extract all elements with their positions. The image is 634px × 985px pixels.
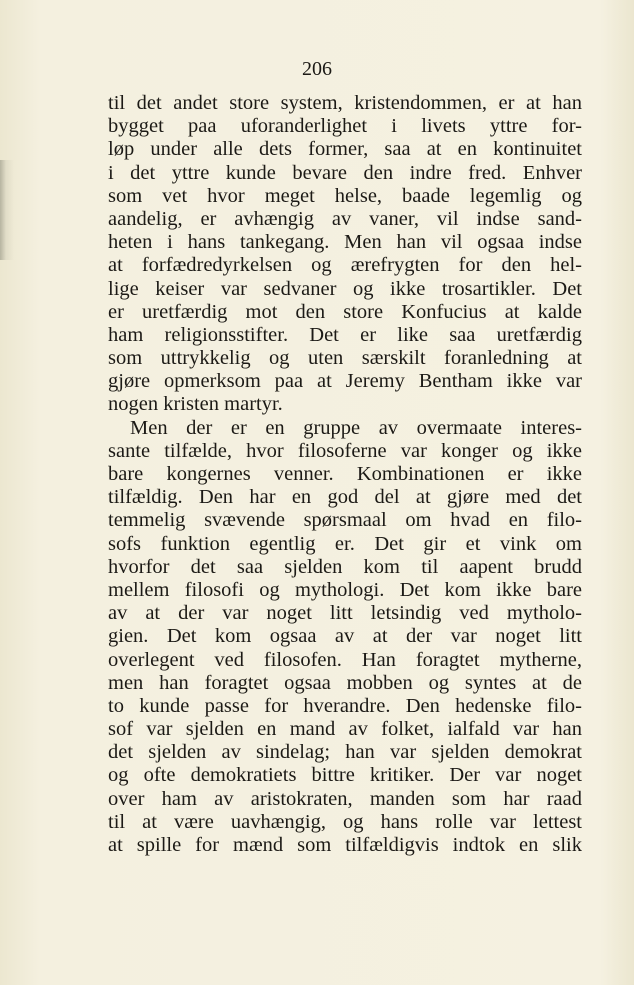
text-line: ham religionsstifter. Det er like saa uretfærdig: [108, 323, 582, 346]
text-line: bygget paa uforanderlighet i livets yttre for-: [108, 115, 582, 138]
text-line: av at der var noget litt letsindig ved mytholo-: [108, 602, 582, 625]
text-line: hvorfor det saa sjelden kom til aapent brudd: [108, 555, 582, 578]
text-line: gien. Det kom ogsaa av at der var noget litt: [108, 625, 582, 648]
text-line: til at være uavhængig, og hans rolle var lettest: [108, 810, 582, 833]
text-line: gjøre opmerksom paa at Jeremy Bentham ikke var: [108, 370, 582, 393]
text-line: aandelig, er avhængig av vaner, vil indse sand-: [108, 207, 582, 230]
text-line: og ofte demokratiets bittre kritiker. Der var noget: [108, 764, 582, 787]
binding-edge-shadow: [0, 160, 14, 260]
text-line: som uttrykkelig og uten særskilt foranledning at: [108, 347, 582, 370]
text-line: temmelig svævende spørsmaal om hvad en filo-: [108, 509, 582, 532]
paragraph: [108, 92, 582, 417]
text-line: til det andet store system, kristendommen, er at han: [108, 92, 582, 114]
text-line: at spille for mænd som tilfældigvis indtok en slik: [108, 834, 582, 856]
text-line: heten i hans tankegang. Men han vil ogsaa indse: [108, 231, 582, 254]
text-line: bare kongernes venner. Kombinationen er ikke: [108, 463, 582, 485]
text-line: er uretfærdig mot den store Konfucius at kalde: [108, 300, 582, 323]
text-line: det sjelden av sindelag; han var sjelden demokrat: [108, 741, 582, 764]
text-line: Men der er en gruppe av overmaate interes-: [130, 416, 582, 439]
text-line: nogen kristen martyr.: [108, 393, 283, 416]
text-line: sofs funktion egentlig er. Det gir et vink om: [108, 532, 582, 555]
text-line: men han foragtet ogsaa mobben og syntes at de: [108, 671, 582, 694]
text-line: over ham av aristokraten, manden som har raad: [108, 787, 582, 810]
text-line: sante tilfælde, hvor filosoferne var konger og ikke: [108, 439, 582, 462]
text-line: to kunde passe for hverandre. Den hedenske filo-: [108, 694, 582, 717]
text-line: i det yttre kunde bevare den indre fred. Enhver: [108, 161, 582, 184]
text-line: lige keiser var sedvaner og ikke trosartikler. Det: [108, 277, 582, 300]
paragraph: [108, 417, 582, 858]
text-line: løp under alle dets former, saa at en kontinuitet: [108, 138, 582, 161]
page-number: 206: [302, 58, 332, 80]
text-line: overlegent ved filosofen. Han foragtet mytherne,: [108, 648, 582, 671]
text-line: mellem filosofi og mythologi. Det kom ikke bare: [108, 578, 582, 601]
text-line: at forfædredyrkelsen og ærefrygten for den hel-: [108, 254, 582, 277]
body-text: [108, 92, 582, 857]
text-line: sof var sjelden en mand av folket, ialfald var han: [108, 718, 582, 741]
text-line: som vet hvor meget helse, baade legemlig og: [108, 184, 582, 207]
text-line: tilfældig. Den har en god del at gjøre med det: [108, 486, 582, 509]
